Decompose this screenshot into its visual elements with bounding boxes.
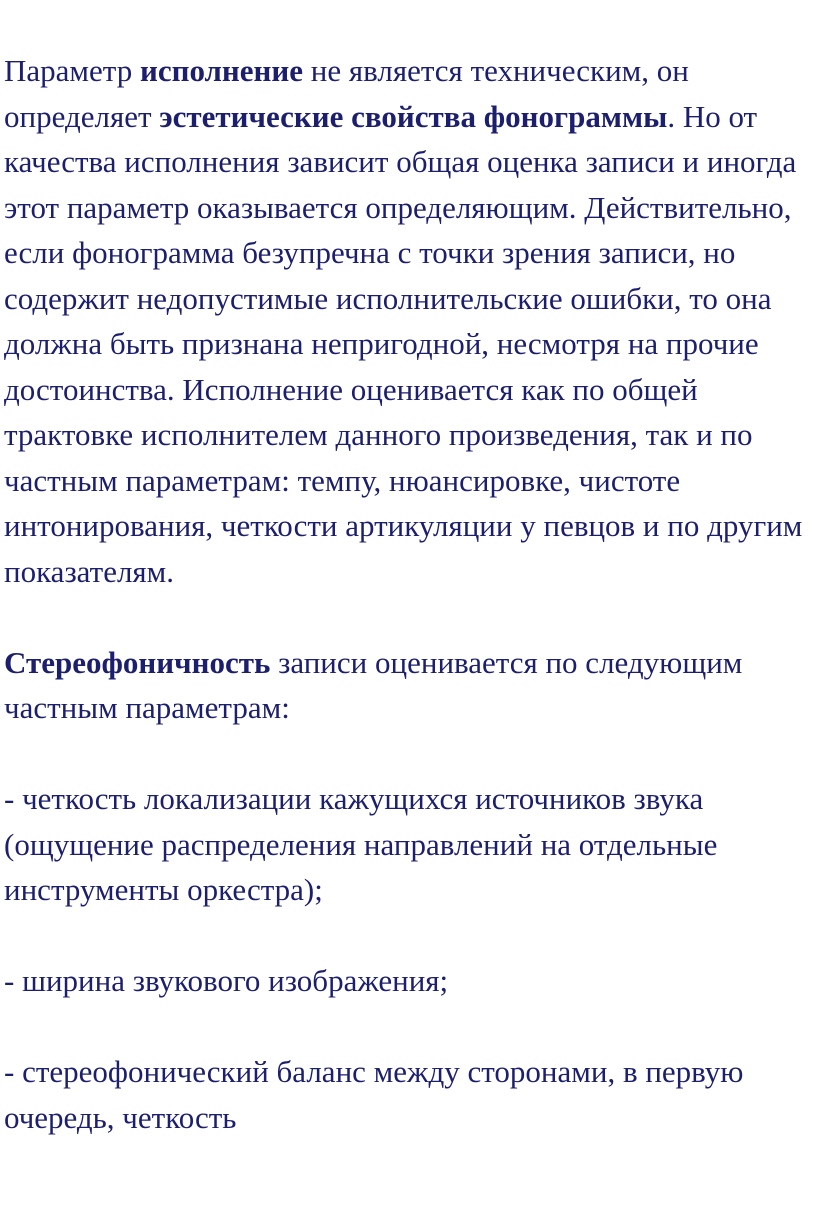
bold-term-stereophony: Стереофоничность: [4, 644, 271, 680]
list-item: - четкость локализации кажущихся источников звука (ощущение распределения направлений на отдельные инструменты оркестра);: [4, 781, 718, 907]
paragraph-stereophony: [4, 640, 812, 731]
bold-term-performance: исполнение: [139, 53, 304, 88]
list-item: - ширина звукового изображения;: [4, 963, 449, 998]
bold-term-aesthetic-properties: эстетические свойства фонограммы: [159, 98, 668, 134]
paragraph-performance: [4, 48, 812, 594]
document-page: [4, 48, 812, 1186]
text-span: . Но от качества исполнения зависит общая оценка записи и иногда этот параметр оказывается определяющим. Действительно, если фонограмма безупречна с точки зрения записи, но содержит недопустимые исполнительские ошибки, то она должна быть признана непригодной, несмотря на прочие достоинства. Исполнение оценивается как по общей трактовке исполнителем данного произведения, так и по частным параметрам: темпу, нюансировке, чистоте интонирования, четкости артикуляции у певцов и по другим показателям.: [4, 98, 803, 589]
text-span: Параметр: [4, 53, 140, 88]
text-span: записи оценивается по следующим частным параметрам:: [4, 644, 743, 725]
list-item: - стереофонический баланс между сторонами, в первую очередь, четкость: [4, 1054, 744, 1135]
text-span: не является техническим, он определяет: [4, 53, 689, 134]
